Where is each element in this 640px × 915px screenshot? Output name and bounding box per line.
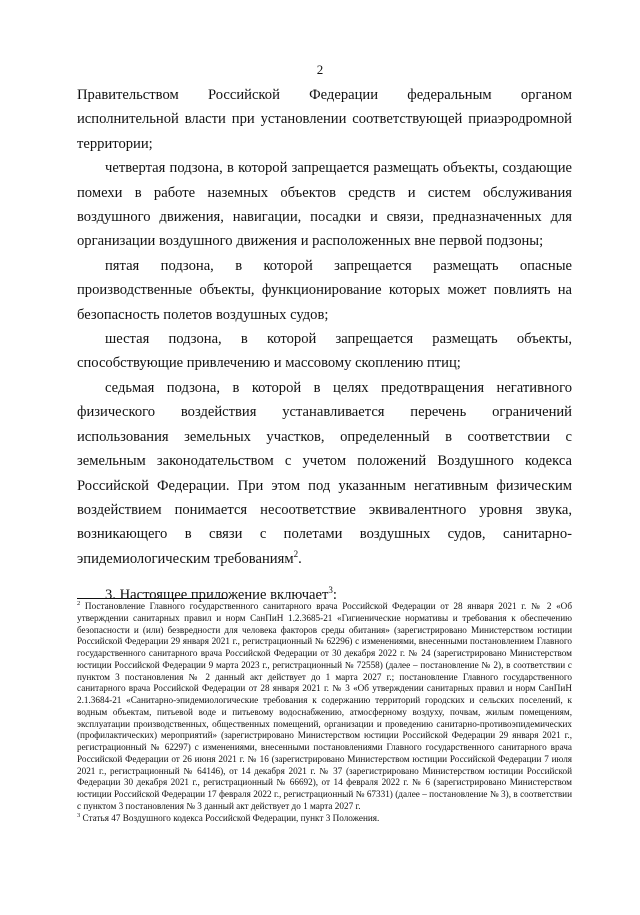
footnotes — [77, 601, 572, 824]
subzone-7-text: седьмая подзона, в которой в целях предотвращения негативного физического воздействия устанавливается перечень ограничений использования земельных участков, определенный в соответствии с земельным законодательством с учетом положений Воздушного кодекса Российской Федерации. При этом под указанным негативным физическим воздействием понимается несоответствие эквивалентного уровня звука, возникающего в связи с полетами воздушных судов, санитарно-эпидемиологическим требованиям — [77, 379, 572, 567]
paragraph-subzone-7: седьмая подзона, в которой в целях предотвращения негативного физического воздействия устанавливается перечень ограничений использования земельных участков, определенный в соответствии с земельным законодательством с учетом положений Воздушного кодекса Российской Федерации. При этом под указанным негативным физическим воздействием понимается несоответствие эквивалентного уровня звука, возникающего в связи с полетами воздушных судов, санитарно-эпидемиологическим требованиям$^2$. — [77, 379, 572, 567]
footnote-ref-3: 3 — [328, 585, 333, 596]
item-3-colon: : — [332, 587, 337, 604]
footnote-2-text: Постановление Главного государственного санитарного врача Российской Федерации от 28 января 2021 г. № 2 «Об утверждении санитарных правил и норм СанПиН 1.2.3685-21 «Гигиенические нормативы и требования к обеспечению безопасности и (или) безвредности для человека факторов среды обитания» (зарегистрировано Министерством юстиции Российской Федерации 29 января 2021 г., регистрационный № 62296) с изменениями, внесенными постановлением Главного государственного санитарного врача Российской Федерации от 30 декабря 2022 г. № 24 (зарегистрировано Министерством юстиции Российской Федерации 9 марта 2023 г., регистрационный № 72558) (далее – постановление № 2), в соответствии с пунктом 3 постановления № 2 данный акт действует до 1 марта 2027 г.; постановление Главного государственного санитарного врача Российской Федерации от 28 января 2021 г. № 3 «Об утверждении санитарных правил и норм СанПиН 2.1.3684-21 «Санитарно-эпидемиологические требования к содержанию территорий городских и сельских поселений, к водным объектам, питьевой воде и питьевому водоснабжению, атмосферному воздуху, почвам, жилым помещениям, эксплуатации производственных, общественных помещений, организации и проведению санитарно-противоэпидемических (профилактических) мероприятий» (зарегистрировано Министерством юстиции Российской Федерации 29 января 2021 г., регистрационный № 62297) с изменениями, внесенными постановлениями Главного государственного санитарного врача Российской Федерации от 26 июня 2021 г. № 16 (зарегистрировано Министерством юстиции Российской Федерации 7 июля 2021 г., регистрационный № 64146), от 14 декабря 2021 г. № 37 (зарегистрировано Министерством юстиции Российской Федерации 30 декабря 2021 г., регистрационный № 66692), от 14 февраля 2022 г. № 6 (зарегистрировано Министерством юстиции Российской Федерации 17 февраля 2022 г., регистрационный № 67331) (далее – постановление № 3), в соответствии с пунктом 3 постановления № 3 данный акт действует до 1 марта 2027 г. — [77, 601, 572, 811]
item-3-text: 3. Настоящее приложение включает — [105, 587, 329, 604]
footnote-separator — [77, 598, 227, 599]
footnote-3 — [77, 813, 572, 825]
footnote-2 — [77, 601, 572, 813]
footnote-3-mark: 3 — [77, 811, 81, 819]
footnote-2-mark: 2 — [77, 599, 81, 607]
paragraph-subzone-4: четвертая подзона, в которой запрещается размещать объекты, создающие помехи в работе наземных объектов средств и систем обслуживания воздушного движения, навигации, посадки и связи, предназначенных для организации воздушного движения и расположенных вне первой подзоны; — [77, 160, 572, 250]
footnote-3-text: Статья 47 Воздушного кодекса Российской Федерации, пункт 3 Положения. — [80, 812, 380, 823]
paragraph-continuation: Правительством Российской Федерации федеральным органом исполнительной власти при установлении соответствующей приаэродромной территории; — [77, 87, 572, 152]
page-number: 2 — [316, 62, 324, 77]
footnote-ref-2: 2 — [293, 548, 299, 559]
paragraph-subzone-6: шестая подзона, в которой запрещается размещать объекты, способствующие привлечению и массовому скоплению птиц; — [77, 331, 572, 372]
paragraph-subzone-5: пятая подзона, в которой запрещается размещать опасные производственные объекты, функционирование которых может повлиять на безопасность полетов воздушных судов; — [77, 257, 572, 323]
document-body — [77, 83, 572, 608]
